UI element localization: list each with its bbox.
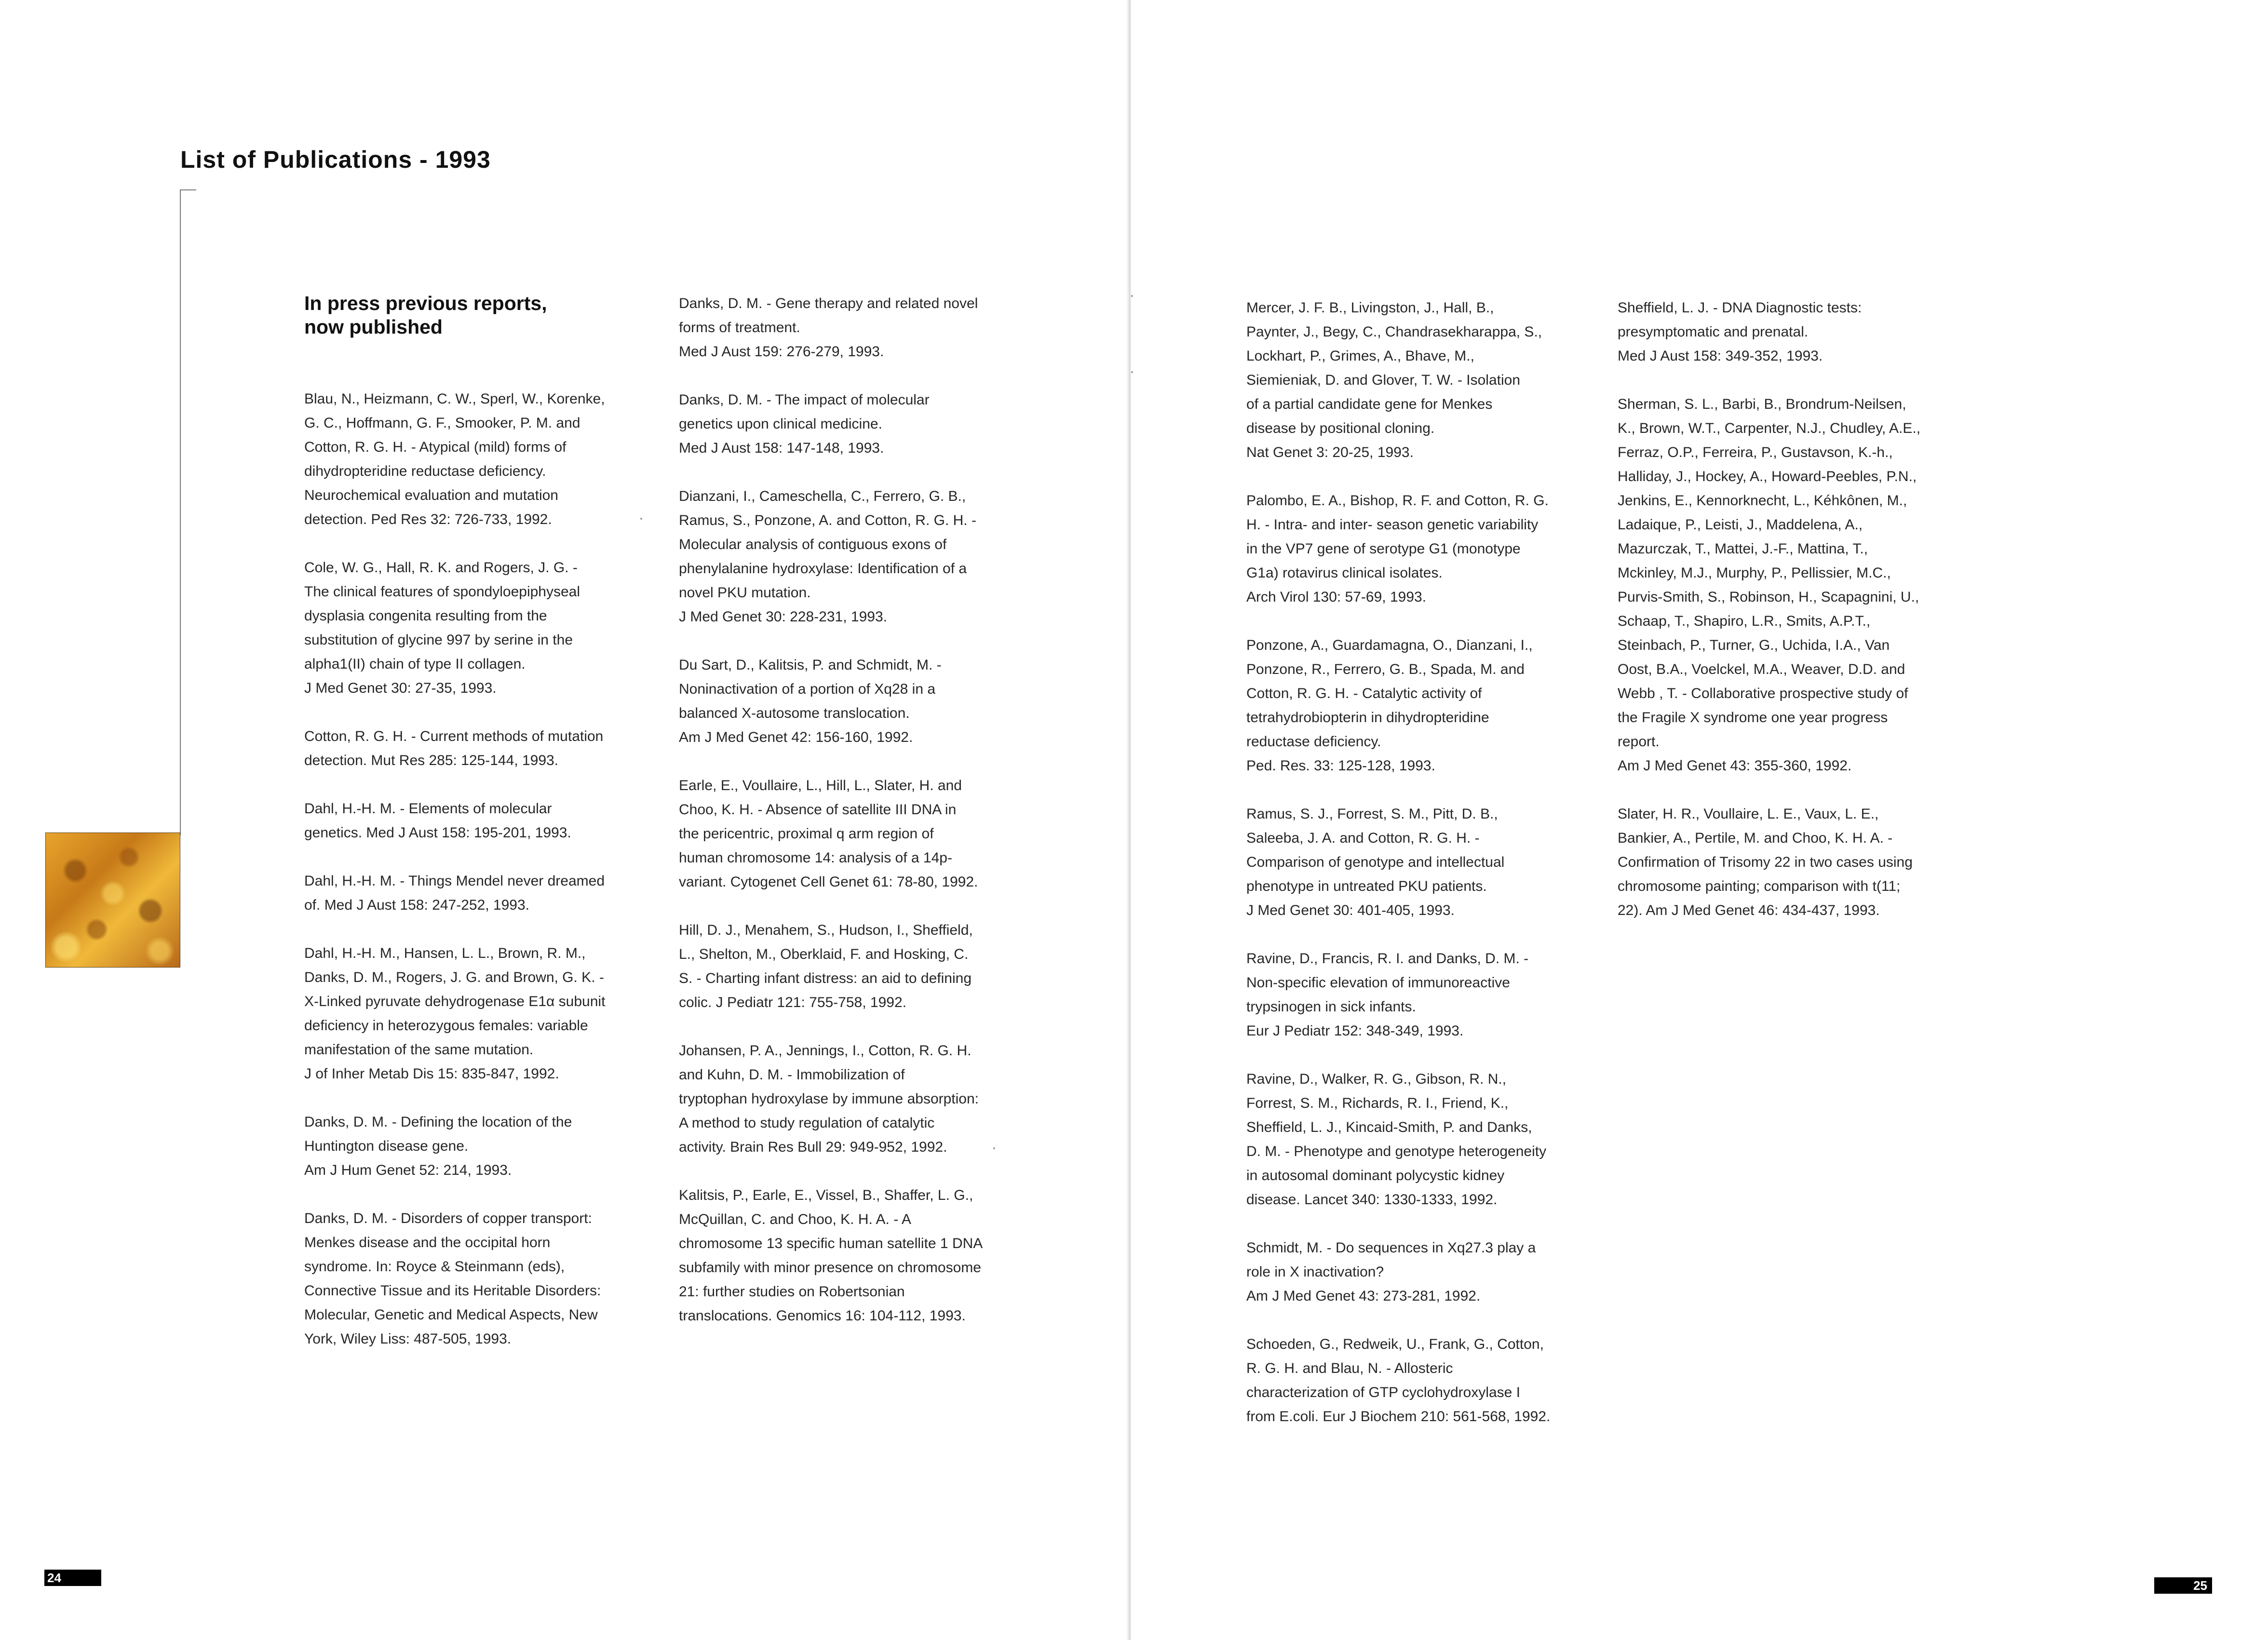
page-number-right: 25 — [2154, 1577, 2212, 1594]
paper-speck — [1131, 371, 1133, 373]
publication-entry: Schmidt, M. - Do sequences in Xq27.3 play a role in X inactivation? Am J Med Genet 43: 273-281, 1992. — [1246, 1240, 1536, 1304]
rule-tick — [180, 189, 196, 190]
paper-speck — [993, 1147, 995, 1149]
publication-entry: Ponzone, A., Guardamagna, O., Dianzani, I., Ponzone, R., Ferrero, G. B., Spada, M. and Cotton, R. G. H. - Catalytic activity of tetrahydrobiopterin in dihydropteridine reductase deficiency. Ped. Res. 33: 125-128, 1993. — [1246, 637, 1533, 774]
publication-column-1 — [304, 387, 671, 1375]
publication-entry: Slater, H. R., Voullaire, L. E., Vaux, L. E., Bankier, A., Pertile, M. and Choo, K. H. A. - Confirmation of Trisomy 22 in two cases using chromosome painting; comparison with t(11; 22). Am J Med Genet 46: 434-437, 1993. — [1618, 806, 1913, 918]
publication-entry: Du Sart, D., Kalitsis, P. and Schmidt, M. - Noninactivation of a portion of Xq28 in a balanced X-autosome translocation. Am J Med Genet 42: 156-160, 1992. — [679, 657, 942, 745]
publication-entry: Palombo, E. A., Bishop, R. F. and Cotton, R. G. H. - Intra- and inter- season genetic variability in the VP7 gene of serotype G1 (monotype G1a) rotavirus clinical isolates. Arch Virol 130: 57-69, 1993. — [1246, 493, 1549, 605]
publication-entry: Ravine, D., Walker, R. G., Gibson, R. N., Forrest, S. M., Richards, R. I., Friend, K., Sheffield, L. J., Kincaid-Smith, P. and Danks, D. M. - Phenotype and genotype heterogeneity in autosomal dominant polycystic kidney disease. Lancet 340: 1330-1333, 1992. — [1246, 1071, 1547, 1208]
publication-entry: Dahl, H.-H. M. - Things Mendel never dreamed of. Med J Aust 158: 247-252, 1993. — [304, 873, 605, 913]
publication-entry: Danks, D. M. - Gene therapy and related novel forms of treatment. Med J Aust 159: 276-279, 1993. — [679, 296, 978, 360]
publication-entry: Dahl, H.-H. M. - Elements of molecular genetics. Med J Aust 158: 195-201, 1993. — [304, 801, 571, 841]
publication-entry: Sherman, S. L., Barbi, B., Brondrum-Neilsen, K., Brown, W.T., Carpenter, N.J., Chudley, A.E., Ferraz, O.P., Ferreira, P., Gustavson, K.-h., Halliday, J., Hockey, A., Howard-Peebles, P.N., Jenkins, E., Kennorknecht, L., Kéhkônen, M., Ladaique, P., Leisti, J., Maddelena, A., Mazurczak, T., Mattei, J.-F., Mattina, T., Mckinley, M.J., Murphy, P., Pellissier, M.C., Purvis-Smith, S., Robinson, H., Scapagnini, U., Schaap, T., Shapiro, L.R., Smits, A.P.T., Steinbach, P., Turner, G., Uchida, I.A., Van Oost, B.A., Voelckel, M.A., Weaver, D.D. and Webb , T. - Collaborative prospective study of the Fragile X syndrome one year progress report. Am J Med Genet 43: 355-360, 1992. — [1618, 396, 1921, 774]
publication-entry: Blau, N., Heizmann, C. W., Sperl, W., Korenke, G. C., Hoffmann, G. F., Smooker, P. M. and Cotton, R. G. H. - Atypical (mild) forms of dihydropteridine reductase deficiency. Neurochemical evaluation and mutation detection. Ped Res 32: 726-733, 1992. — [304, 391, 605, 527]
page-title: List of Publications - 1993 — [180, 146, 491, 173]
vertical-rule — [180, 189, 181, 835]
publication-entry: Cotton, R. G. H. - Current methods of mutation detection. Mut Res 285: 125-144, 1993. — [304, 728, 604, 768]
paper-speck — [640, 518, 642, 520]
publication-entry: Ramus, S. J., Forrest, S. M., Pitt, D. B., Saleeba, J. A. and Cotton, R. G. H. - Comparison of genotype and intellectual phenotype in untreated PKU patients. J Med Genet 30: 401-405, 1993. — [1246, 806, 1505, 918]
publication-entry: Dianzani, I., Cameschella, C., Ferrero, G. B., Ramus, S., Ponzone, A. and Cotton, R. G. H. - Molecular analysis of contiguous exons of phenylalanine hydroxylase: Identification of a novel PKU mutation. J Med Genet 30: 228-231, 1993. — [679, 488, 976, 625]
publication-entry: Hill, D. J., Menahem, S., Hudson, I., Sheffield, L., Shelton, M., Oberklaid, F. and Hosking, C. S. - Charting infant distress: an aid to defining colic. J Pediatr 121: 755-758, 1992. — [679, 922, 973, 1010]
publication-entry: Sheffield, L. J. - DNA Diagnostic tests: presymptomatic and prenatal. Med J Aust 158: 349-352, 1993. — [1618, 300, 1862, 364]
left-page — [0, 0, 1129, 1640]
publication-entry: Ravine, D., Francis, R. I. and Danks, D. M. - Non-specific elevation of immunoreactive trypsinogen in sick infants. Eur J Pediatr 152: 348-349, 1993. — [1246, 951, 1529, 1039]
publication-entry: Cole, W. G., Hall, R. K. and Rogers, J. G. - The clinical features of spondyloepiphyseal dysplasia congenita resulting from the substitution of glycine 997 by serine in the alpha1(II) chain of type II collagen. J Med Genet 30: 27-35, 1993. — [304, 560, 580, 696]
publication-entry: Mercer, J. F. B., Livingston, J., Hall, B., Paynter, J., Begy, C., Chandrasekharappa, S., Lockhart, P., Grimes, A., Bhave, M., Siemieniak, D. and Glover, T. W. - Isolation of a partial candidate gene for Menkes disease by positional cloning. Nat Genet 3: 20-25, 1993. — [1246, 300, 1542, 460]
publication-entry: Schoeden, G., Redweik, U., Frank, G., Cotton, R. G. H. and Blau, N. - Allosteric characterization of GTP cyclohydroxylase I from E.coli. Eur J Biochem 210: 561-568, 1992. — [1246, 1336, 1551, 1425]
publication-column-3 — [1246, 296, 1613, 1453]
section-subheading: In press previous reports, now published — [304, 292, 547, 338]
publication-entry: Johansen, P. A., Jennings, I., Cotton, R. G. H. and Kuhn, D. M. - Immobilization of tryptophan hydroxylase by immune absorption: A method to study regulation of catalytic activity. Brain Res Bull 29: 949-952, 1992. — [679, 1043, 979, 1155]
publication-column-4 — [1618, 296, 1984, 947]
publication-entry: Danks, D. M. - The impact of molecular genetics upon clinical medicine. Med J Aust 158: 147-148, 1993. — [679, 392, 930, 456]
publication-entry: Kalitsis, P., Earle, E., Vissel, B., Shaffer, L. G., McQuillan, C. and Choo, K. H. A. - A chromosome 13 specific human satellite 1 DNA subfamily with minor presence on chromosome 21: further studies on Robertsonian translocations. Genomics 16: 104-112, 1993. — [679, 1187, 983, 1324]
publication-entry: Dahl, H.-H. M., Hansen, L. L., Brown, R. M., Danks, D. M., Rogers, J. G. and Brown, G. K. - X-Linked pyruvate dehydrogenase E1α subunit deficiency in heterozygous females: variable manifestation of the same mutation. J of Inher Metab Dis 15: 835-847, 1992. — [304, 945, 606, 1082]
publication-entry: Danks, D. M. - Defining the location of the Huntington disease gene. Am J Hum Genet 52: 214, 1993. — [304, 1114, 572, 1178]
publication-entry: Earle, E., Voullaire, L., Hill, L., Slater, H. and Choo, K. H. - Absence of satellite III DNA in the pericentric, proximal q arm region of human chromosome 14: analysis of a 14p- variant. Cytogenet Cell Genet 61: 78-80, 1992. — [679, 778, 978, 890]
microscopy-cells-photo — [45, 833, 180, 968]
page-number-left: 24 — [44, 1570, 101, 1586]
paper-speck — [1131, 295, 1133, 297]
publication-column-2 — [679, 292, 1045, 1352]
publication-entry: Danks, D. M. - Disorders of copper transport: Menkes disease and the occipital horn syndrome. In: Royce & Steinmann (eds), Connective Tissue and its Heritable Disorders: Molecular, Genetic and Medical Aspects, New York, Wiley Liss: 487-505, 1993. — [304, 1210, 601, 1347]
